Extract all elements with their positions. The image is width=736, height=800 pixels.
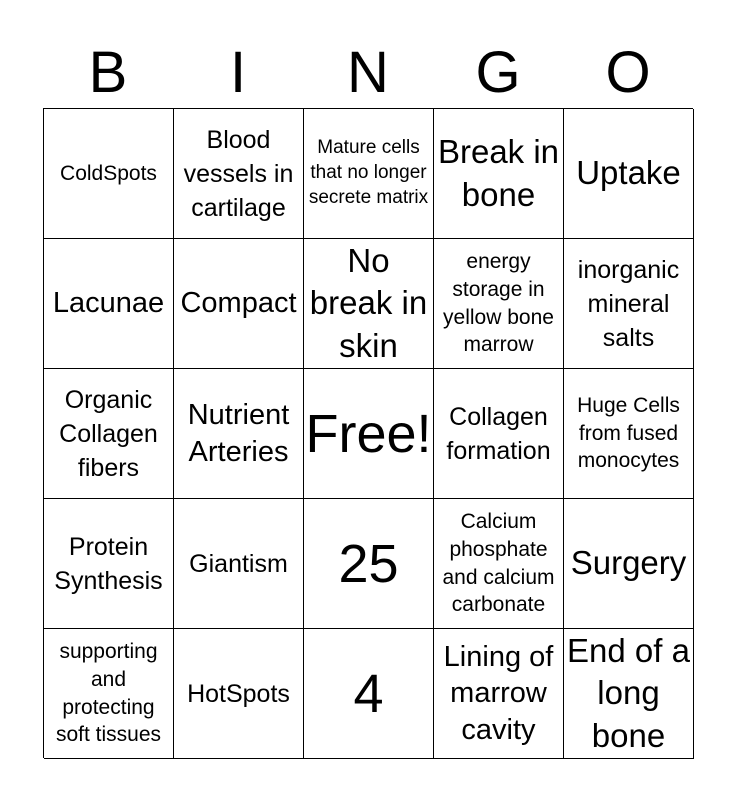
bingo-cell-r2-c5[interactable] [564, 239, 694, 369]
cell-text: End of a long bone [567, 632, 690, 754]
bingo-cell-r1-c4[interactable] [434, 109, 564, 239]
cell-text: Blood vessels in cartilage [183, 125, 294, 222]
bingo-cell-r2-c2[interactable] [174, 239, 304, 369]
header-letter-b: B [88, 40, 128, 105]
bingo-cell-r3-c5[interactable] [564, 369, 694, 499]
bingo-cell-r2-c1[interactable] [44, 239, 174, 369]
cell-text: Organic Collagen fibers [59, 385, 158, 482]
bingo-cell-r3-c4[interactable] [434, 369, 564, 499]
cell-text: Mature cells that no longer secrete matrix [308, 137, 429, 208]
bingo-cell-r3-c1[interactable] [44, 369, 174, 499]
bingo-header [43, 38, 693, 108]
bingo-card-grid [43, 108, 693, 758]
bingo-cell-r4-c3[interactable] [304, 499, 434, 629]
cell-text: Compact [180, 287, 297, 320]
cell-text: Protein Synthesis [54, 532, 163, 595]
cell-text: Calcium phosphate and calcium carbonate [442, 510, 555, 617]
cell-text: Nutrient Arteries [187, 398, 290, 468]
cell-text: supporting and protecting soft tissues [55, 640, 162, 747]
bingo-cell-r1-c5[interactable] [564, 109, 694, 239]
cell-text: Lacunae [52, 287, 165, 320]
cell-text: Surgery [570, 544, 687, 582]
cell-text: Free! [305, 403, 432, 464]
bingo-cell-r5-c2[interactable] [174, 629, 304, 759]
bingo-cell-r4-c4[interactable] [434, 499, 564, 629]
header-letter-g: G [475, 40, 521, 105]
cell-text: 4 [353, 663, 384, 724]
bingo-cell-r5-c4[interactable] [434, 629, 564, 759]
cell-text: Lining of marrow cavity [443, 640, 554, 746]
cell-text: 25 [338, 533, 399, 594]
bingo-cell-r1-c3[interactable] [304, 109, 434, 239]
header-letter-n: N [347, 40, 389, 105]
cell-text: ColdSpots [60, 161, 157, 185]
bingo-cell-r5-c5[interactable] [564, 629, 694, 759]
bingo-cell-r1-c2[interactable] [174, 109, 304, 239]
cell-text: No break in skin [309, 242, 428, 364]
bingo-cell-r3-c2[interactable] [174, 369, 304, 499]
header-letter-o: O [605, 40, 651, 105]
bingo-cell-r1-c1[interactable] [44, 109, 174, 239]
cell-text: Break in bone [437, 133, 560, 213]
cell-text: inorganic mineral salts [577, 255, 680, 352]
cell-text: Collagen formation [446, 402, 551, 465]
bingo-cell-r4-c5[interactable] [564, 499, 694, 629]
cell-text: HotSpots [187, 679, 290, 708]
cell-text: Giantism [189, 549, 288, 578]
bingo-cell-r2-c4[interactable] [434, 239, 564, 369]
header-letter-i: I [229, 40, 247, 105]
bingo-cell-r4-c1[interactable] [44, 499, 174, 629]
bingo-cell-r4-c2[interactable] [174, 499, 304, 629]
cell-text: Uptake [576, 154, 681, 192]
bingo-cell-r5-c1[interactable] [44, 629, 174, 759]
cell-text: Huge Cells from fused monocytes [577, 393, 680, 473]
cell-text: energy storage in yellow bone marrow [443, 250, 554, 357]
bingo-cell-r2-c3[interactable] [304, 239, 434, 369]
bingo-free-space[interactable] [304, 369, 434, 499]
bingo-cell-r5-c3[interactable] [304, 629, 434, 759]
